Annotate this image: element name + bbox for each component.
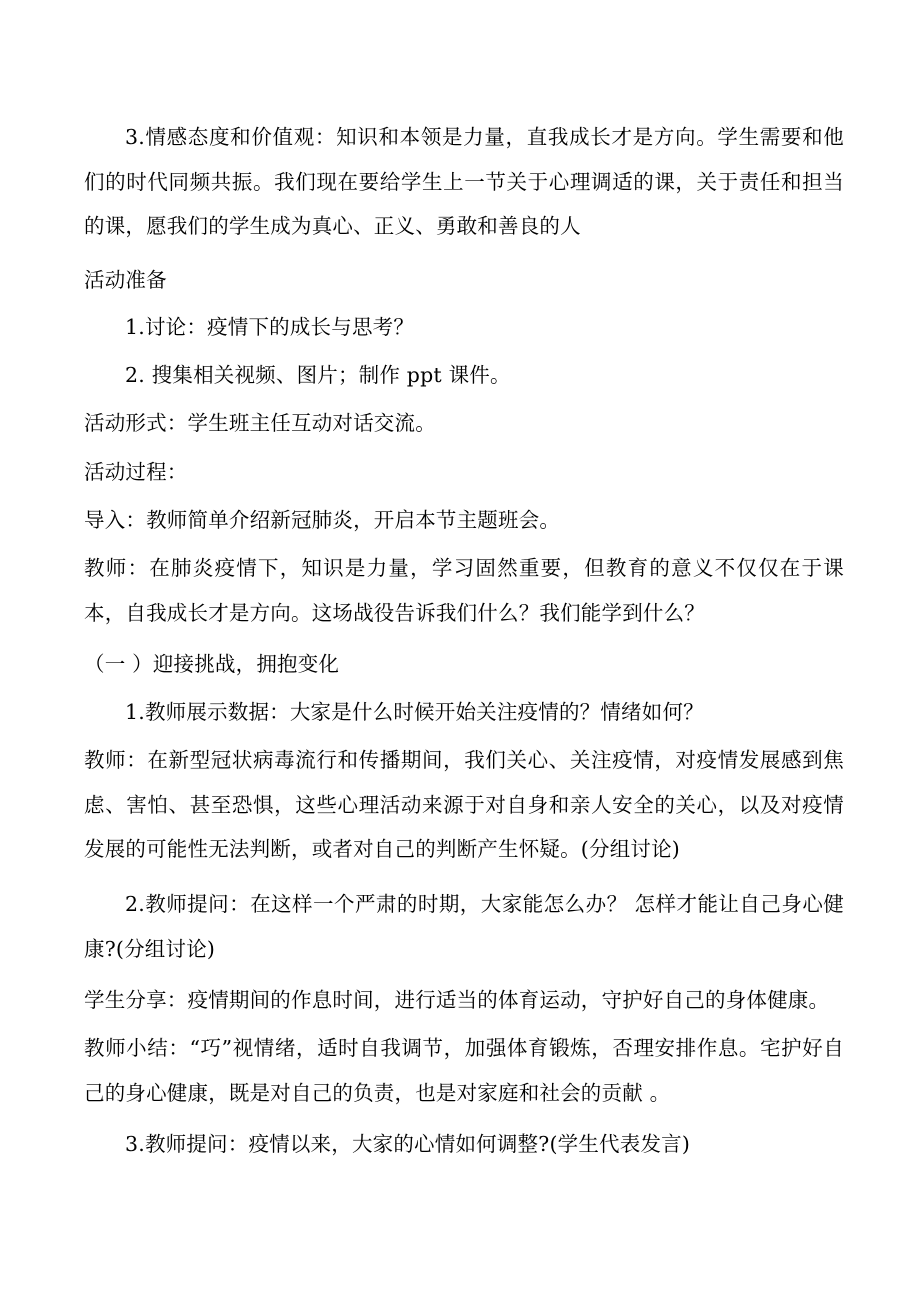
heading-activity-preparation: 活动准备 [84, 268, 167, 292]
list-item-teacher-data: 1.教师展示数据：大家是什么时候开始关注疫情的？情绪如何？ [125, 700, 704, 724]
section-heading-one: （一 ）迎接挑战，拥抱变化 [84, 652, 340, 676]
paragraph-teacher-summary: 教师小结：“巧”视情绪，适时自我调节，加强体育锻炼，否理安排作息。宅护好自己的身心健康，既是对自己的负责，也是对家庭和社会的贡献 。 [84, 1036, 844, 1105]
paragraph-teacher-intro: 教师：在肺炎疫情下，知识是力量，学习固然重要，但教育的意义不仅仅在于课本，自我成长才是方向。这场战役告诉我们什么？我们能学到什么？ [84, 556, 844, 625]
paragraph-affective-goals: 3.情感态度和价值观：知识和本领是力量，直我成长才是方向。学生需要和他们的时代同频共振。我们现在要给学生上一节关于心理调适的课，关于责任和担当的课，愿我们的学生成为真心、正义、勇敢和善良的人 [84, 125, 844, 238]
heading-activity-process: 活动过程： [84, 460, 188, 484]
paragraph-introduction: 导入：教师简单介绍新冠肺炎，开启本节主题班会。 [84, 508, 561, 532]
paragraph-activity-form: 活动形式：学生班主任互动对话交流。 [84, 411, 436, 435]
list-item-discussion: 1.讨论：疫情下的成长与思考？ [125, 315, 415, 339]
paragraph-teacher-emotions: 教师：在新型冠状病毒流行和传播期间，我们关心、关注疫情，对疫情发展感到焦虑、害怕、甚至恐惧，这些心理活动来源于对自身和亲人安全的关心，以及对疫情发展的可能性无法判断，或者对自己的判断产生怀疑。(分组讨论) [84, 748, 844, 861]
list-item-materials: 2. 搜集相关视频、图片；制作 ppt 课件。 [125, 363, 511, 387]
list-item-teacher-question-2: 2.教师提问：在这样一个严肃的时期，大家能怎么办？ 怎样才能让自己身心健康?(分组讨论) [84, 892, 844, 961]
paragraph-student-share: 学生分享：疫情期间的作息时间，进行适当的体育运动，守护好自己的身体健康。 [84, 988, 830, 1012]
list-item-teacher-question-3: 3.教师提问：疫情以来，大家的心情如何调整?(学生代表发言) [125, 1132, 691, 1156]
